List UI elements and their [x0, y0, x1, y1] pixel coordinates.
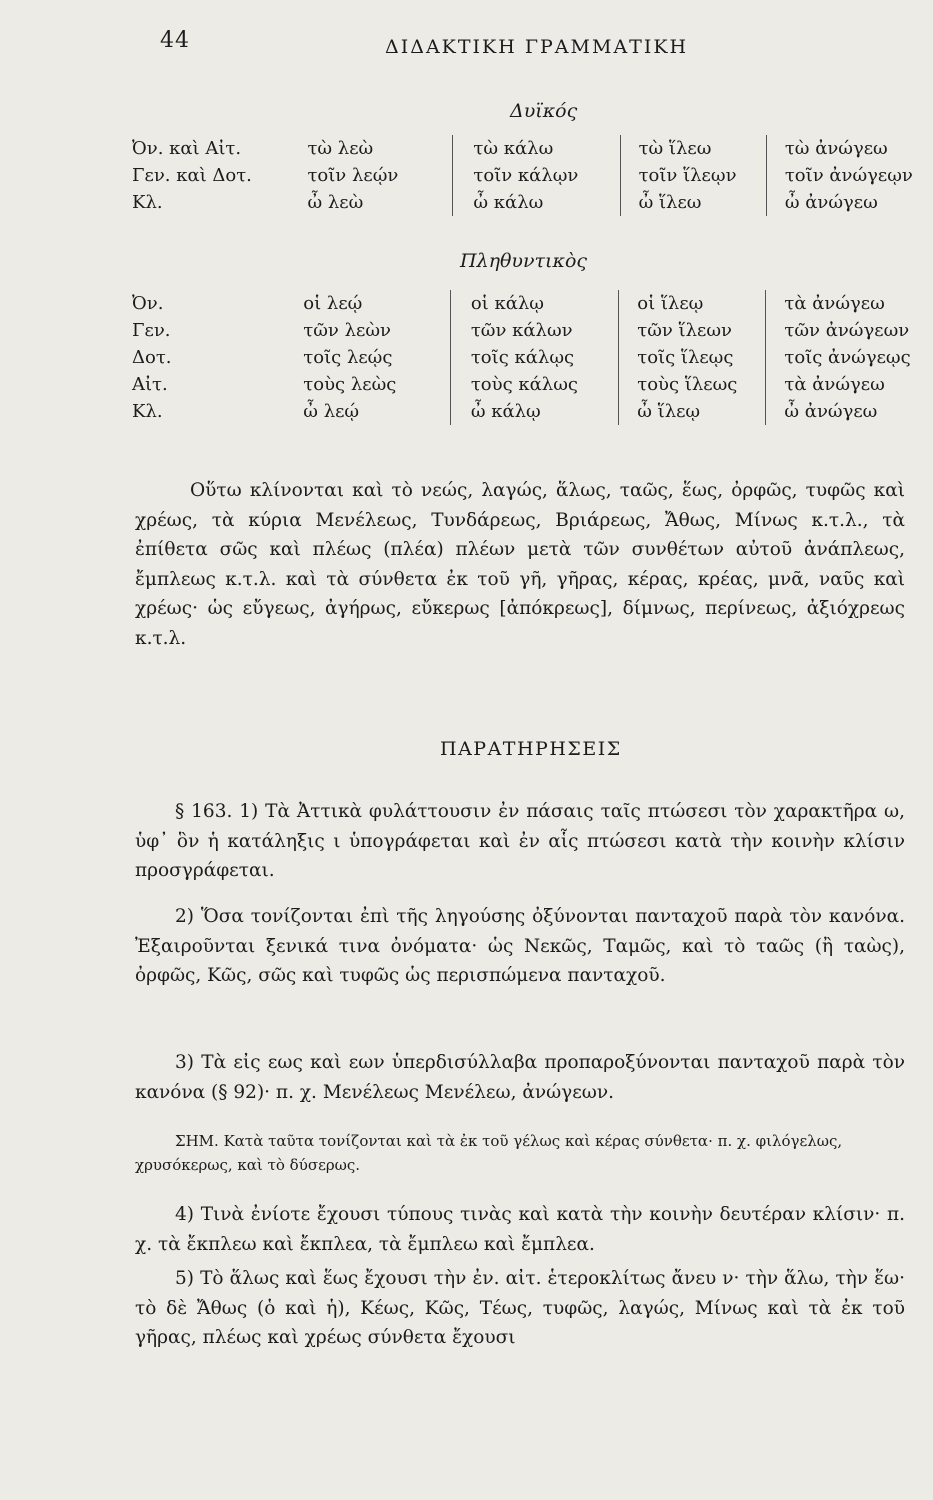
table-cell: ὦ λεὼ — [307, 192, 364, 213]
table-cell: ὦ ἵλεῳ — [619, 398, 766, 425]
case-label: Δοτ. — [132, 347, 172, 368]
table-cell: τοῖς λεῴς — [303, 347, 393, 368]
table-cell: τοὺς κάλως — [450, 371, 618, 398]
table-cell: τῶν κάλων — [450, 317, 618, 344]
table-cell: τὼ ἀνώγεω — [766, 135, 933, 162]
table-cell: ὦ ἀνώγεω — [766, 398, 933, 425]
table-row — [132, 290, 933, 317]
table-cell: ὦ λεῴ — [303, 401, 360, 422]
case-label: Αἰτ. — [132, 374, 168, 395]
table-cell: τὼ ἵλεω — [620, 135, 766, 162]
table-cell: τοὺς λεὼς — [303, 374, 397, 395]
table-cell: οἱ ἵλεῳ — [619, 290, 766, 317]
dual-heading: Δυϊκός — [510, 100, 578, 122]
case-label: Γεν. — [132, 320, 171, 341]
remark-note: ΣΗΜ. Κατὰ ταῦτα τονίζονται καὶ τὰ ἐκ τοῦ γέλως καὶ κέρας σύνθετα· π. χ. φιλόγελως, χρυσόκερως, καὶ τὸ δύσερως. — [135, 1132, 843, 1174]
remark-1: § 163. 1) Τὰ Ἀττικὰ φυλάττουσιν ἐν πάσαις ταῖς πτώσεσι τὸν χαρακτῆρα ω, ὑφ᾽ ὃν ἡ κατάληξις ι ὑπογράφεται καὶ ἐν αἷς πτώσεσι κατὰ τὴν κοινὴν κλίσιν προσγράφεται. — [135, 801, 905, 881]
remark-5: 5) Τὸ ἅλως καὶ ἕως ἔχουσι τὴν ἐν. αἰτ. ἑτεροκλίτως ἄνευ ν· τὴν ἅλω, τὴν ἕω· τὸ δὲ Ἄθως (ὁ καὶ ἡ), Κέως, Κῶς, Τέως, τυφῶς, λαγώς, Μίνως καὶ τὰ ἐκ τοῦ γῆρας, πλέως καὶ χρέως σύνθετα ἔχουσι — [135, 1268, 905, 1348]
case-label: Ὀν. καὶ Αἰτ. — [132, 138, 242, 159]
intro-paragraph: Οὕτω κλίνονται καὶ τὸ νεώς, λαγώς, ἅλως, ταῶς, ἕως, ὀρφῶς, τυφῶς καὶ χρέως, τὰ κύρια Μενέλεως, Τυνδάρεως, Βριάρεως, Ἄθως, Μίνως κ.τ.λ., τὰ ἐπίθετα σῶς καὶ πλέως (πλέα) πλέων μετὰ τῶν συνθέτων αὐτοῦ ἀνάπλεως, ἔμπλεως κ.τ.λ. καὶ τὰ σύνθετα ἐκ τοῦ γῆ, γῆρας, κέρας, κρέας, μνᾶ, ναῦς καὶ χρέως· ὡς εὔγεως, ἀγήρως, εὔκερως [ἀπόκρεως], δίμνως, περίνεως, ἀξιόχρεως κ.τ.λ. — [135, 480, 905, 649]
table-cell: τῶν ἵλεων — [619, 317, 766, 344]
table-cell: τὼ κάλω — [453, 135, 620, 162]
table-cell: ὦ ἀνώγεω — [766, 189, 933, 216]
plural-declension-table — [132, 290, 933, 425]
table-row — [132, 162, 933, 189]
plural-heading: Πληθυντικὸς — [460, 250, 588, 272]
table-cell: ὦ κάλω — [453, 189, 620, 216]
table-cell: τῶν ἀνώγεων — [766, 317, 933, 344]
case-label: Κλ. — [132, 401, 163, 422]
remark-4: 4) Τινὰ ἐνίοτε ἔχουσι τύπους τινὰς καὶ κατὰ τὴν κοινὴν δευτέραν κλίσιν· π. χ. τὰ ἔκπλεω καὶ ἔκπλεα, τὰ ἔμπλεω καὶ ἔμπλεα. — [135, 1204, 905, 1255]
table-cell: τοῖν ἀνώγεῳν — [766, 162, 933, 189]
table-cell: τοῖς ἀνώγεῳς — [766, 344, 933, 371]
page-number: 44 — [160, 28, 190, 53]
remarks-title: ΠΑΡΑΤΗΡΗΣΕΙΣ — [440, 738, 622, 760]
case-label: Κλ. — [132, 192, 163, 213]
table-cell: τοὺς ἵλεως — [619, 371, 766, 398]
table-cell: ὦ κάλῳ — [450, 398, 618, 425]
remark-3: 3) Τὰ εἰς εως καὶ εων ὑπερδισύλλαβα προπαροξύνονται πανταχοῦ παρὰ τὸν κανόνα (§ 92)· π. χ. Μενέλεως Μενέλεω, ἀνώγεων. — [135, 1052, 905, 1103]
table-row — [132, 317, 933, 344]
table-cell: ὦ ἵλεω — [620, 189, 766, 216]
table-cell: τοῖς ἵλεῳς — [619, 344, 766, 371]
running-title: ΔΙΔΑΚΤΙΚΗ ΓΡΑΜΜΑΤΙΚΗ — [385, 36, 689, 58]
table-cell: τῶν λεὼν — [303, 320, 391, 341]
case-label: Ὀν. — [132, 293, 164, 314]
dual-declension-table — [132, 135, 933, 216]
table-cell: τοῖς κάλῳς — [450, 344, 618, 371]
table-row — [132, 189, 933, 216]
table-cell: τὰ ἀνώγεω — [766, 371, 933, 398]
table-cell: τοῖν κάλῳν — [453, 162, 620, 189]
table-row — [132, 398, 933, 425]
table-cell: τὼ λεὼ — [307, 138, 374, 159]
remark-2: 2) Ὅσα τονίζονται ἐπὶ τῆς ληγούσης ὀξύνονται πανταχοῦ παρὰ τὸν κανόνα. Ἐξαιροῦνται ξενικά τινα ὀνόματα· ὡς Νεκῶς, Ταμῶς, καὶ τὸ ταῶς (ἢ ταὼς), ὀρφῶς, Κῶς, σῶς καὶ τυφῶς ὡς περισπώμενα πανταχοῦ. — [135, 906, 905, 986]
table-cell: οἱ λεῴ — [303, 293, 363, 314]
table-row — [132, 344, 933, 371]
table-cell: τὰ ἀνώγεω — [766, 290, 933, 317]
table-cell: τοῖν ἵλεῳν — [620, 162, 766, 189]
table-cell: οἱ κάλῳ — [450, 290, 618, 317]
table-row — [132, 371, 933, 398]
table-cell: τοῖν λεῴν — [307, 165, 399, 186]
table-row — [132, 135, 933, 162]
case-label: Γεν. καὶ Δοτ. — [132, 165, 252, 186]
